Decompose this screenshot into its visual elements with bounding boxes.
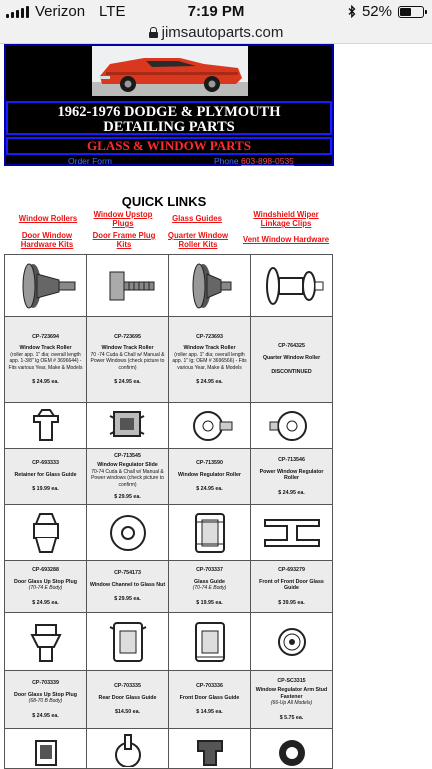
url-text[interactable]: jimsautoparts.com (161, 24, 284, 41)
product-name: Door Glass Up Stop Plug (14, 691, 77, 698)
product-desc: 70 -74 Cuda & Chall w/ Manual & Power Windows (check picture to confirm) (90, 351, 165, 371)
product-price: $ 29.95 ea. (114, 494, 141, 500)
product-price: $ 24.95 ea. (32, 379, 59, 385)
product-price: $ 19.99 ea. (32, 486, 59, 493)
quick-link-glass-guides[interactable]: Glass Guides (172, 214, 222, 223)
product-price: $ 14.95 ea. (196, 709, 223, 716)
product-name: Window Regulator Roller (178, 471, 241, 478)
quick-link-vent-hardware[interactable]: Vent Window Hardware (242, 235, 330, 244)
part-number: CP-693288 (32, 567, 59, 573)
carrier-name: Verizon (35, 3, 86, 20)
power-roller-icon (262, 406, 322, 446)
phone-link[interactable]: 603-898-0535 (240, 156, 294, 166)
product-info (5, 317, 87, 403)
product-name: Window Channel to Glass Nut (89, 581, 166, 588)
product-name: Power Window Regulator Roller (259, 468, 324, 481)
clip-icon (16, 731, 76, 767)
part-number: CP-713545 (114, 452, 141, 459)
quick-links-heading: QUICK LINKS (121, 194, 207, 209)
site-header (4, 44, 334, 166)
quick-link-quarter-roller-kits[interactable]: Quarter Window Roller Kits (167, 231, 229, 249)
network-type: LTE (99, 3, 126, 20)
product-image[interactable] (169, 505, 251, 561)
part-number: CP-703336 (196, 683, 223, 690)
regulator-slide-icon (98, 406, 158, 446)
product-image[interactable] (87, 255, 169, 317)
address-bar[interactable] (0, 22, 432, 44)
part-number: CP-754173 (114, 570, 141, 577)
roller-long-icon (11, 260, 81, 312)
product-price: $ 24.95 ea. (278, 489, 305, 496)
part-number: CP-713546 (278, 457, 305, 463)
product-desc: (roller app. 1" dia; overall length app. 1-3/8" lg OEM # 3696644) - Fits various Year, Make & Models (8, 351, 83, 371)
product-price: $ 24.95 ea. (196, 486, 223, 493)
channel-nut-icon (98, 508, 158, 558)
car-image (92, 46, 248, 96)
product-image[interactable] (5, 613, 87, 671)
part-number: CP-693333 (32, 460, 59, 467)
quick-link-upstop-plugs[interactable]: Window Upstop Plugs (93, 210, 153, 228)
product-name: Door Glass Up Stop Plug (14, 578, 77, 585)
stop-plug-b-icon (16, 617, 76, 667)
battery-percent: 52% (361, 3, 392, 20)
front-door-guide-icon (180, 617, 240, 667)
status-right (348, 3, 424, 20)
product-note: (70-74 E Body) (28, 585, 63, 591)
part-number: CP-723695 (114, 333, 141, 340)
quarter-roller-icon (257, 260, 327, 312)
product-name: Window Regulator Slide (97, 462, 158, 468)
clock: 7:19 PM (187, 3, 245, 20)
product-image[interactable] (87, 613, 169, 671)
product-info (5, 671, 87, 729)
stop-plug-icon (16, 508, 76, 558)
regulator-roller-icon (180, 406, 240, 446)
roller-shaft-icon (93, 260, 163, 312)
product-image[interactable] (5, 729, 87, 769)
part-number: CP-693279 (278, 567, 305, 573)
roller-short-icon (175, 260, 245, 312)
part-number: CP-703335 (114, 683, 141, 690)
title-line-1: 1962-1976 DODGE & PLYMOUTH (57, 104, 281, 120)
product-info (5, 449, 87, 505)
car-icon (92, 46, 248, 96)
product-image[interactable] (5, 403, 87, 449)
lock-icon (149, 27, 158, 38)
product-info (5, 561, 87, 613)
quick-link-door-frame-plugs[interactable]: Door Frame Plug Kits (92, 231, 156, 249)
product-info (251, 561, 333, 613)
part-number: CP-703339 (32, 680, 59, 686)
product-name: Window Track Roller (19, 345, 72, 351)
product-image[interactable] (251, 505, 333, 561)
product-image[interactable] (169, 613, 251, 671)
rear-guide-icon (98, 617, 158, 667)
product-desc: 70-74 Cuda & Chall w/ Manual & Power windows (check picture to confirm) (91, 468, 164, 488)
product-image[interactable] (251, 613, 333, 671)
bushing-icon (180, 731, 240, 767)
product-image[interactable] (169, 403, 251, 449)
part-number: CP-713590 (196, 460, 223, 467)
part-number: CP-723694 (32, 333, 59, 340)
product-name: Rear Door Glass Guide (98, 694, 157, 701)
product-status: DISCONTINUED (271, 369, 312, 376)
product-info (169, 449, 251, 505)
quick-link-door-hardware-kits[interactable]: Door Window Hardware Kits (20, 231, 74, 249)
product-price: $ 24.95 ea. (32, 712, 59, 719)
product-name: Quarter Window Roller (262, 354, 321, 361)
status-bar (0, 0, 432, 22)
product-note: (68-70 B Body) (28, 698, 63, 704)
product-image[interactable] (169, 729, 251, 769)
part-number: CP-723693 (196, 333, 223, 340)
product-name: Window Track Roller (101, 345, 154, 351)
part-number: CP-703337 (196, 567, 223, 573)
part-number: CP-764325 (278, 343, 305, 350)
product-image[interactable] (251, 403, 333, 449)
product-info (87, 317, 169, 403)
product-name: Window Track Roller (183, 345, 236, 351)
product-info (251, 449, 333, 505)
header-nav (6, 156, 332, 168)
front-guide-icon (257, 508, 327, 558)
product-info (251, 317, 333, 403)
product-name: Window Regulator Arm Stud Fastener (255, 687, 328, 700)
product-image[interactable] (87, 729, 169, 769)
product-info (251, 671, 333, 729)
product-price: $ 39.95 ea. (278, 599, 305, 606)
product-price: $ 19.95 ea. (196, 599, 223, 606)
product-image[interactable] (87, 505, 169, 561)
product-image[interactable] (5, 505, 87, 561)
product-price: $ 24.95 ea. (196, 379, 223, 385)
page-title (6, 101, 332, 135)
product-info (87, 671, 169, 729)
product-image[interactable] (87, 403, 169, 449)
phone-label: Phone 603-898-0535 (214, 156, 294, 166)
order-form-link[interactable]: Order Form (68, 156, 112, 166)
quick-link-wiper-clips[interactable]: Windshield Wiper Linkage Clips (253, 210, 319, 228)
product-name: Glass Guide (194, 578, 225, 585)
part-number: CP-SC3315 (277, 677, 306, 684)
product-desc: (roller app. 1" dia; overall length app. 1" lg; OEM # 3696566) - Fits various Year, Make & Models (172, 351, 247, 371)
product-note: (66-Up All Models) (270, 700, 313, 707)
product-name: Retainer for Glass Guide (14, 471, 77, 478)
product-info (87, 449, 169, 505)
product-name: Front Door Glass Guide (179, 694, 240, 701)
product-grid (4, 254, 333, 769)
battery-icon (398, 6, 424, 18)
product-info (169, 317, 251, 403)
product-info (87, 561, 169, 613)
product-note: (70-74 E Body) (192, 585, 227, 591)
retainer-icon (16, 406, 76, 446)
grommet-icon (262, 731, 322, 767)
product-image[interactable] (5, 255, 87, 317)
quick-link-window-rollers[interactable]: Window Rollers (18, 214, 78, 223)
product-price: $14.50 ea. (114, 709, 141, 716)
product-name: Front of Front Door Glass Guide (259, 578, 324, 591)
section-title: GLASS & WINDOW PARTS (6, 137, 332, 155)
product-image[interactable] (169, 255, 251, 317)
product-info (169, 671, 251, 729)
hook-icon (98, 731, 158, 767)
product-image[interactable] (251, 729, 333, 769)
product-price: $ 29.95 ea. (114, 596, 141, 603)
product-price: $ 24.95 ea. (114, 379, 141, 385)
bluetooth-icon (348, 5, 356, 18)
product-info (169, 561, 251, 613)
glass-guide-icon (180, 508, 240, 558)
title-line-2: DETAILING PARTS (103, 119, 235, 135)
product-price: $ 5.75 ea. (279, 714, 304, 721)
product-image[interactable] (251, 255, 333, 317)
product-price: $ 24.95 ea. (32, 599, 59, 606)
stud-fastener-icon (262, 617, 322, 667)
